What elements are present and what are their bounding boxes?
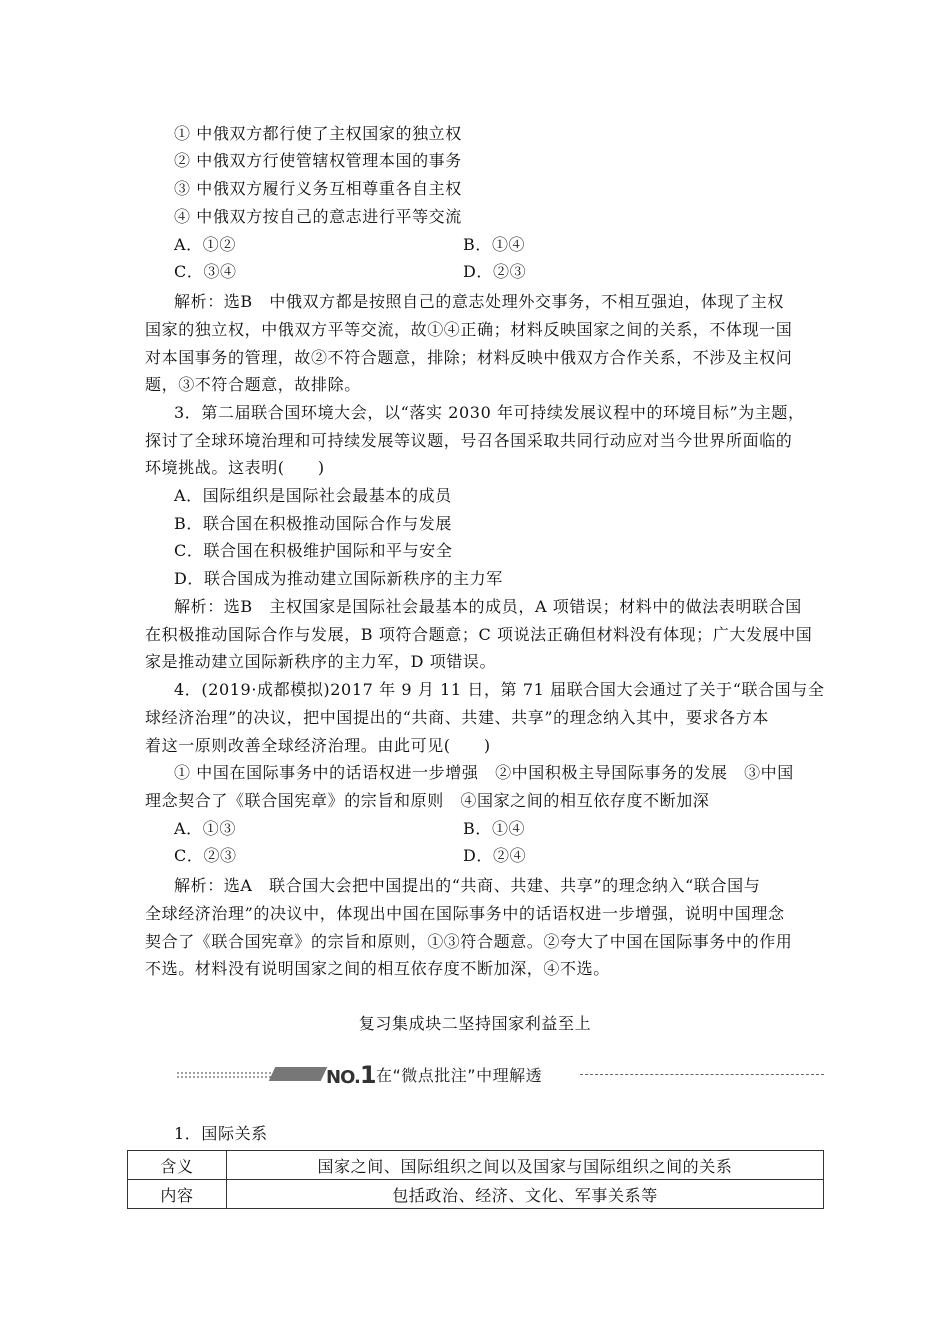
q4-stem-line: 着这一原则改善全球经济治理。由此可见( ) bbox=[145, 736, 491, 755]
q2-statement-1: ① 中俄双方都行使了主权国家的独立权 bbox=[174, 124, 462, 143]
q3-stem-line: 探讨了全球环境治理和可持续发展等议题，号召各国采取共同行动应对当今世界所面临的 bbox=[145, 431, 793, 450]
q3-option-c: C．联合国在积极维护国际和平与安全 bbox=[174, 541, 453, 560]
q2-option-a: A．①② bbox=[174, 235, 236, 254]
table-row-content: 国家之间、国际组织之间以及国家与国际组织之间的关系 bbox=[227, 1151, 824, 1180]
q4-analysis-line: 契合了《联合国宪章》的宗旨和原则，①③符合题意。②夸大了中国在国际事务中的作用 bbox=[145, 932, 793, 951]
q3-analysis-line: 解析：选B 主权国家是国际社会最基本的成员，A 项错误；材料中的做法表明联合国 bbox=[174, 597, 802, 616]
q4-statements-line: ① 中国在国际事务中的话语权进一步增强 ②中国积极主导国际事务的发展 ③中国 bbox=[174, 763, 794, 782]
q3-option-d: D．联合国成为推动建立国际新秩序的主力军 bbox=[174, 569, 503, 588]
table-row-head: 内容 bbox=[128, 1180, 227, 1209]
q2-option-b: B．①④ bbox=[463, 235, 526, 254]
q2-analysis-line: 解析：选B 中俄双方都是按照自己的意志处理外交事务，不相互强迫，体现了主权 bbox=[174, 292, 784, 311]
q4-option-b: B．①④ bbox=[463, 819, 526, 838]
q4-statements-line: 理念契合了《联合国宪章》的宗旨和原则 ④国家之间的相互依存度不断加深 bbox=[145, 791, 710, 810]
banner-number-digit: 1 bbox=[359, 1061, 376, 1089]
q3-stem-line: 3．第二届联合国环境大会，以“落实 2030 年可持续发展议程中的环境目标”为主题， bbox=[174, 403, 805, 422]
q4-option-d: D．②④ bbox=[463, 846, 527, 865]
section-banner bbox=[176, 1061, 824, 1087]
q3-option-a: A．国际组织是国际社会最基本的成员 bbox=[174, 486, 452, 505]
q2-analysis-line: 对本国事务的管理，故②不符合题意，排除；材料反映中俄双方合作关系，不涉及主权问 bbox=[145, 348, 793, 367]
banner-title: 在“微点批注”中理解透 bbox=[376, 1066, 543, 1085]
q2-option-c: C．③④ bbox=[174, 262, 237, 281]
q2-statement-2: ② 中俄双方行使管辖权管理本国的事务 bbox=[174, 151, 462, 170]
table-row bbox=[128, 1151, 824, 1180]
banner-slash-decoration bbox=[269, 1067, 328, 1081]
banner-dots-decoration bbox=[176, 1071, 272, 1079]
q3-analysis-line: 在积极推动国际合作与发展，B 项符合题意；C 项说法正确但材料没有体现；广大发展中国 bbox=[145, 625, 813, 644]
q3-analysis-line: 家是推动建立国际新秩序的主力军，D 项错误。 bbox=[145, 652, 497, 671]
q4-analysis-line: 全球经济治理”的决议中，体现出中国在国际事务中的话语权进一步增强，说明中国理念 bbox=[145, 904, 785, 923]
international-relations-table bbox=[127, 1150, 824, 1209]
banner-number-prefix: NO. bbox=[326, 1067, 360, 1088]
q2-option-d: D．②③ bbox=[463, 262, 527, 281]
banner-number bbox=[326, 1061, 376, 1089]
q2-analysis-line: 题，③不符合题意，故排除。 bbox=[145, 375, 361, 394]
q3-stem-line: 环境挑战。这表明( ) bbox=[145, 458, 325, 477]
table-row bbox=[128, 1180, 824, 1209]
item-1-title: 1．国际关系 bbox=[174, 1124, 268, 1143]
q4-stem-line: 球经济治理”的决议，把中国提出的“共商、共建、共享”的理念纳入其中，要求各方本 bbox=[145, 708, 769, 727]
q4-option-a: A．①③ bbox=[174, 819, 236, 838]
q4-stem-line: 4．(2019·成都模拟)2017 年 9 月 11 日，第 71 届联合国大会通过了关于“联合国与全 bbox=[174, 680, 825, 699]
q2-statement-3: ③ 中俄双方履行义务互相尊重各自主权 bbox=[174, 179, 462, 198]
banner-dashed-rule bbox=[580, 1074, 824, 1075]
section-title: 复习集成块二坚持国家利益至上 bbox=[358, 1014, 592, 1033]
q4-option-c: C．②③ bbox=[174, 846, 237, 865]
q3-option-b: B．联合国在积极推动国际合作与发展 bbox=[174, 514, 452, 533]
q4-analysis-line: 不选。材料没有说明国家之间的相互依存度不断加深，④不选。 bbox=[145, 959, 610, 978]
q4-analysis-line: 解析：选A 联合国大会把中国提出的“共商、共建、共享”的理念纳入“联合国与 bbox=[174, 876, 761, 895]
table-row-content: 包括政治、经济、文化、军事关系等 bbox=[227, 1180, 824, 1209]
q2-statement-4: ④ 中俄双方按自己的意志进行平等交流 bbox=[174, 207, 462, 226]
table-row-head: 含义 bbox=[128, 1151, 227, 1180]
q2-analysis-line: 国家的独立权，中俄双方平等交流，故①④正确；材料反映国家之间的关系，不体现一国 bbox=[145, 320, 793, 339]
